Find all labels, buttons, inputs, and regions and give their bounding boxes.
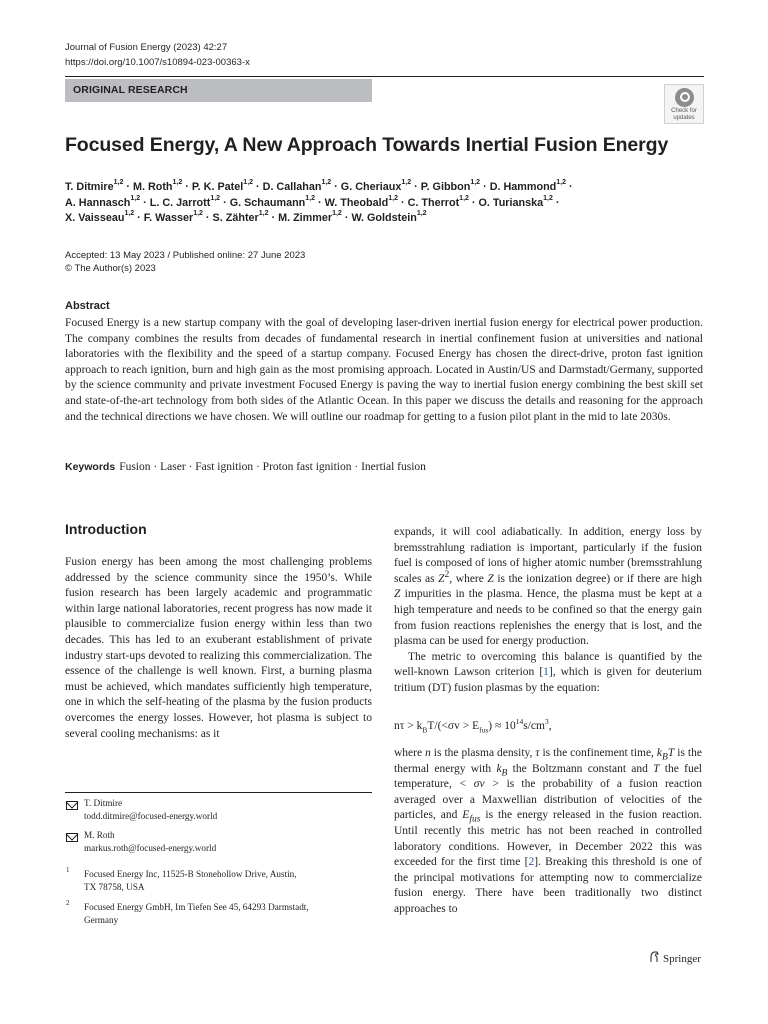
introduction-heading: Introduction bbox=[65, 521, 147, 537]
citation-link-2[interactable]: 2 bbox=[528, 856, 535, 869]
author-name[interactable]: D. Hammond bbox=[489, 181, 557, 193]
accepted-published-dates: Accepted: 13 May 2023 / Published online: 27 June 2023 bbox=[65, 250, 306, 261]
author-name[interactable]: X. Vaisseau bbox=[65, 212, 125, 224]
author-name[interactable]: P. Gibbon bbox=[420, 181, 471, 193]
keyword[interactable]: Fast ignition bbox=[195, 461, 254, 473]
envelope-icon bbox=[66, 833, 78, 842]
contact-email[interactable]: todd.ditmire@focused-energy.world bbox=[84, 810, 218, 821]
citation-link-1[interactable]: 1 bbox=[543, 666, 549, 679]
author-affiliation-marker: 1,2 bbox=[210, 194, 221, 202]
journal-citation: Journal of Fusion Energy (2023) 42:27 bbox=[65, 42, 228, 53]
publisher-logo bbox=[649, 951, 701, 965]
author-list: T. Ditmire$^{1,2}$ · M. Roth$^{1,2}$ · P. K. Patel$^{1,2}$ · D. Callahan$^{1,2}$ · G. Cheriaux$^{1,2}$ · P. Gibbon$^{1,2}$ · D. Hammond$^{1,2}$ · A. Hannasch$^{1,2}$ · L. C. Jarrott$^{1,2}$ · G. Schaumann$^{1,2}$ · W. Theobald$^{1,2}$ · C. Therrot$^{1,2}$ · O. Turianska$^{1,2}$ · X. Vaisseau$^{1,2}$ · F. Wasser$^{1,2}$ · S. Zähter$^{1,2}$ · M. Zimmer$^{1,2}$ · W. Goldstein$^{1,2}$ bbox=[65, 179, 573, 224]
author-name[interactable]: P. K. Patel bbox=[191, 181, 244, 193]
keyword[interactable]: Fusion bbox=[119, 461, 151, 473]
abstract-heading: Abstract bbox=[65, 300, 110, 312]
author-name[interactable]: A. Hannasch bbox=[65, 196, 131, 209]
journal-header bbox=[65, 40, 250, 70]
abstract-text: Focused Energy is a new startup company with the goal of developing laser-driven inertial fusion energy for electrical power production. The company combines the results from decades of fundamental research in inertial confinement fusion at universities and national laboratories with the flexibility and the speed of a startup company. Focused Energy has chosen the direct-drive, proton fast ignition approach to reach ignition, burn and high gain as the most promising approach. Located in Austin/US and Darmstadt/Germany, supported by the science community and private investment Focused Energy is paving the way to inertial fusion energy combining the best skill set and state-of-the-art technology from both sides of the Atlantic Ocean. In this paper we discuss the details and reasoning for the approach and the technical directions we have chosen. We will outline our roadmap for getting to a fusion pilot plant in the mid to late 2030s. bbox=[65, 317, 703, 423]
article-type-banner bbox=[65, 79, 372, 102]
keywords-label: Keywords bbox=[65, 461, 116, 473]
footnote-rule bbox=[65, 792, 372, 793]
author-affiliation-marker: 1,2 bbox=[130, 194, 141, 202]
badge-line-2: updates bbox=[673, 114, 695, 121]
author-name[interactable]: G. Schaumann bbox=[229, 196, 306, 209]
author-affiliation-marker: 1,2 bbox=[193, 210, 203, 218]
author-name[interactable]: L. C. Jarrott bbox=[149, 196, 211, 209]
affiliation-1: Focused Energy Inc, 11525-B Stonehollow Drive, Austin, TX 78758, USA bbox=[84, 869, 297, 892]
intro-right-column-bottom bbox=[394, 746, 702, 918]
equation-explanation-paragraph: where n is the plasma density, τ is the confinement time, $k_BT$ is the thermal energy with $k_B$ the Boltzmann constant and T the fuel temperature, < σv > is the probability of a fusion reaction averaged over a Maxwellian distribution of velocities of the particles, and $E_{fus}$ is the energy released in the fusion reaction. Until recently this metric has not been reached in controlled laboratory conditions. However, in December 2022 this was exceeded for the first time [2]. Breaking this threshold is one of the principal motivations for attempting now to commercialize fusion energy. There have been traditionally two distinct approaches to bbox=[394, 747, 702, 915]
author-name[interactable]: S. Zähter bbox=[212, 212, 259, 224]
contact-name: T. Ditmire bbox=[84, 798, 123, 808]
author-name[interactable]: D. Callahan bbox=[262, 181, 322, 193]
author-affiliation-marker: 1,2 bbox=[243, 179, 254, 187]
contact-2 bbox=[84, 829, 216, 854]
contact-email[interactable]: markus.roth@focused-energy.world bbox=[84, 842, 217, 853]
affiliation-2: Focused Energy GmbH, Im Tiefen See 45, 64293 Darmstadt, Germany bbox=[84, 902, 309, 925]
author-affiliation-marker: 1,2 bbox=[470, 179, 481, 187]
author-affiliation-marker: 1,2 bbox=[332, 210, 342, 218]
keyword[interactable]: Proton fast ignition bbox=[262, 461, 352, 473]
author-affiliation-marker: 1,2 bbox=[172, 179, 183, 187]
author-affiliation-marker: 1,2 bbox=[543, 194, 553, 202]
lawson-equation: $n\tau > k_BT/(<\sigma v > E_{fus}) \approx 10^{14}s/cm^3$, bbox=[394, 717, 552, 735]
check-for-updates-icon bbox=[675, 88, 694, 107]
author-name[interactable]: G. Cheriaux bbox=[340, 181, 402, 193]
author-name[interactable]: M. Roth bbox=[132, 181, 173, 193]
author-affiliation-marker: 1,2 bbox=[459, 194, 469, 202]
author-name[interactable]: W. Theobald bbox=[324, 196, 389, 209]
publication-dates bbox=[65, 250, 305, 275]
springer-horse-icon bbox=[649, 951, 660, 963]
doi-link[interactable]: https://doi.org/10.1007/s10894-023-00363-x bbox=[65, 57, 250, 68]
author-affiliation-marker: 1,2 bbox=[113, 179, 124, 187]
intro-paragraph-continued: expands, it will cool adiabatically. In addition, energy loss by bremsstrahlung radiation is important, particularly if the fusion fuel is composed of ions of higher atomic number (bremsstrahlung scales as $Z^2$, where Z is the ionization degree) or if there are high Z impurities in the plasma. Hence, the plasma must be kept at a high temperature and needs to be confined so that the energy gain from fusion reactions replenishes the energy that is lost, and the plasma can be used for energy production. bbox=[394, 526, 702, 648]
author-affiliation-marker: 1,2 bbox=[124, 210, 135, 218]
lawson-paragraph: The metric to overcoming this balance is quantified by the well-known Lawson criterion [1], which is given for deuterium tritium (DT) fusion plasmas by the equation: bbox=[394, 650, 702, 694]
author-affiliation-marker: 1,2 bbox=[416, 210, 427, 218]
affiliation-number: 2 bbox=[66, 899, 70, 907]
author-name[interactable]: M. Zimmer bbox=[278, 212, 333, 224]
publisher-name: Springer bbox=[663, 953, 701, 965]
header-rule bbox=[65, 76, 704, 77]
badge-line-1: Check for bbox=[671, 108, 697, 114]
article-type-label: ORIGINAL RESEARCH bbox=[73, 84, 188, 96]
author-name[interactable]: F. Wasser bbox=[143, 212, 194, 224]
author-affiliation-marker: 1,2 bbox=[258, 210, 269, 218]
author-name[interactable]: C. Therrot bbox=[407, 196, 460, 209]
keyword[interactable]: Inertial fusion bbox=[361, 461, 426, 473]
author-name[interactable]: O. Turianska bbox=[478, 196, 544, 209]
envelope-icon bbox=[66, 801, 78, 810]
check-for-updates-badge[interactable] bbox=[664, 84, 704, 124]
author-name[interactable]: T. Ditmire bbox=[65, 181, 114, 193]
keywords-line bbox=[65, 461, 426, 473]
author-affiliation-marker: 1,2 bbox=[388, 194, 398, 202]
intro-right-column-top bbox=[394, 525, 702, 697]
paper-title: Focused Energy, A New Approach Towards Inertial Fusion Energy bbox=[65, 134, 669, 156]
copyright-line: © The Author(s) 2023 bbox=[65, 262, 156, 274]
keyword[interactable]: Laser bbox=[160, 461, 186, 473]
author-affiliation-marker: 1,2 bbox=[305, 194, 316, 202]
author-affiliation-marker: 1,2 bbox=[401, 179, 412, 187]
contact-1 bbox=[84, 797, 217, 822]
contact-name: M. Roth bbox=[84, 830, 115, 840]
author-affiliation-marker: 1,2 bbox=[321, 179, 332, 187]
affiliation-number: 1 bbox=[66, 866, 70, 874]
intro-left-column: Fusion energy has been among the most challenging problems addressed by the science community since the 1950’s. While fusion research has been largely academic and programmatic within large national laboratories, recent progress has now made it plausible to commercialize fusion energy within less than two decades. This has led to an exuberant establishment of private industry start-ups devoted to realizing this commercialization. The essence of the challenge is well known. First, a burning plasma must be achieved, which mandates sufficiently high temperature, one in which the self-heating of the plasma by the fusion products overcomes the energy losses. However, hot plasma is subject to several cooling mechanisms: as it bbox=[65, 556, 372, 740]
keywords-list: Fusion · Laser · Fast ignition · Proton fast ignition · Inertial fusion bbox=[119, 461, 426, 473]
author-affiliation-marker: 1,2 bbox=[556, 179, 567, 187]
author-name[interactable]: W. Goldstein bbox=[351, 212, 417, 224]
